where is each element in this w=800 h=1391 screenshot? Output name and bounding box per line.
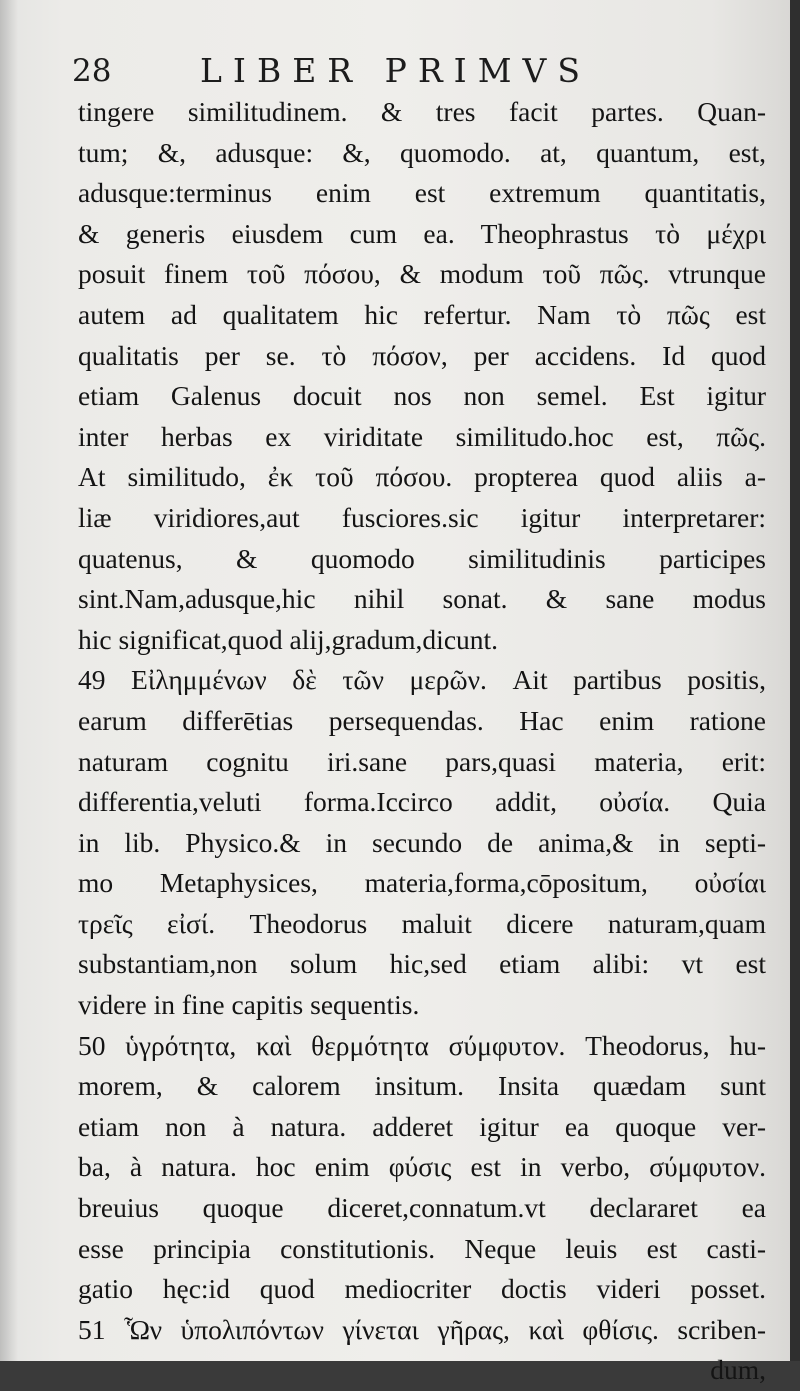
text-line: adusque:terminus enim est extremum quantitatis, [78,177,766,209]
text-line: tum; &, adusque: &, quomodo. at, quantum, est, [78,136,766,168]
text-line: morem, & calorem insitum. Insita quædam sunt [78,1070,766,1102]
running-title: LIBER PRIMVS [200,51,591,90]
body-text [78,92,766,1391]
page-edge [790,0,800,1361]
spine-shadow [0,0,18,1361]
text-line: videre in fine capitis sequentis. [78,989,420,1021]
text-line: dum, [710,1354,766,1386]
text-line: qualitatis per se. τὸ πόσον, per accidens. Id quod [78,339,766,371]
text-line: mo Metaphysices, materia,forma,cōpositum, οὐσίαι [78,867,766,899]
text-line: & generis eiusdem cum ea. Theophrastus τὸ μέχρι [78,217,766,249]
text-line: in lib. Physico.& in secundo de anima,& in septi- [78,826,766,858]
note-49-line: 49 Εἰλημμένων δὲ τῶν μερῶν. Ait partibus positis, [78,664,766,696]
text-line: τρεῖς εἰσί. Theodorus maluit dicere naturam,quam [78,907,766,939]
text-line: quatenus, & quomodo similitudinis participes [78,542,766,574]
text-line: sint.Nam,adusque,hic nihil sonat. & sane modus [78,583,766,615]
page-header [72,48,762,94]
text-line: liæ viridiores,aut fusciores.sic igitur interpretarer: [78,501,766,533]
text-line: naturam cognitu iri.sane pars,quasi materia, erit: [78,745,766,777]
text-line: differentia,veluti forma.Iccirco addit, οὐσία. Quia [78,786,766,818]
note-51-line: 51 Ὧν ὑπολιπόντων γίνεται γῆρας, καὶ φθίσις. scriben- [78,1313,766,1345]
text-line: inter herbas ex viriditate similitudo.hoc est, πῶς. [78,420,766,452]
text-line: tingere similitudinem. & tres facit partes. Quan- [78,96,766,127]
text-line: ba, à natura. hoc enim φύσις est in verbo, σύμφυτον. [78,1151,766,1183]
text-line: etiam non à natura. adderet igitur ea quoque ver- [78,1110,766,1142]
text-line: autem ad qualitatem hic refertur. Nam τὸ πῶς est [78,298,766,330]
text-line: esse principia constitutionis. Neque leuis est casti- [78,1232,766,1264]
text-line: etiam Galenus docuit nos non semel. Est igitur [78,380,766,412]
text-line: earum differētias persequendas. Hac enim ratione [78,704,766,736]
page-number: 28 [72,53,112,89]
text-line: posuit finem τοῦ πόσου, & modum τοῦ πῶς. vtrunque [78,258,766,290]
text-line: substantiam,non solum hic,sed etiam alibi: vt est [78,948,766,980]
text-line: breuius quoque diceret,connatum.vt declararet ea [78,1192,766,1224]
note-50-line: 50 ὑγρότητα, καὶ θερμότητα σύμφυτον. Theodorus, hu- [78,1029,766,1061]
text-line: gatio hęc:id quod mediocriter doctis videri posset. [78,1273,766,1305]
text-line: At similitudo, ἐκ τοῦ πόσου. propterea quod aliis a- [78,461,766,493]
text-line: hic significat,quod alij,gradum,dicunt. [78,623,499,655]
